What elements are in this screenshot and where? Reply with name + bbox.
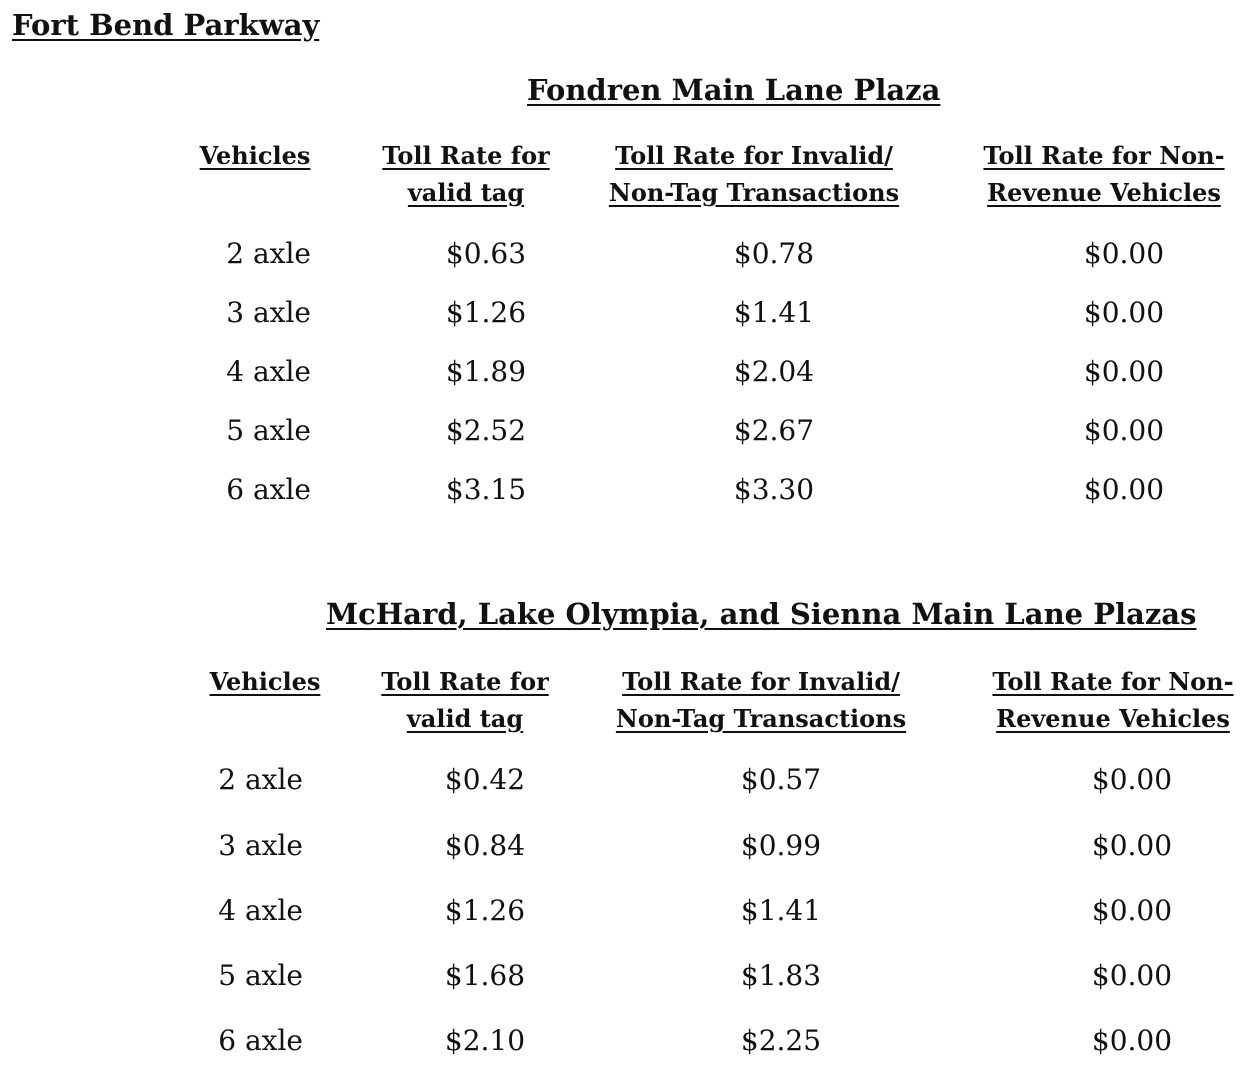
table-title: Fondren Main Lane Plaza bbox=[527, 73, 941, 107]
invalid-rate-cell: $0.99 bbox=[740, 829, 822, 862]
vehicle-cell: 5 axle bbox=[218, 959, 303, 992]
header-non-revenue: Toll Rate for Non- Revenue Vehicles bbox=[992, 667, 1234, 733]
valid-rate-cell: $3.15 bbox=[445, 473, 527, 506]
valid-rate-cell: $1.26 bbox=[444, 894, 526, 927]
valid-rate-cell: $2.52 bbox=[445, 414, 527, 447]
invalid-rate-cell: $0.78 bbox=[733, 237, 815, 270]
valid-rate-cell: $1.68 bbox=[444, 959, 526, 992]
valid-rate-cell: $1.89 bbox=[445, 355, 527, 388]
invalid-rate-cell: $2.04 bbox=[733, 355, 815, 388]
invalid-rate-cell: $0.57 bbox=[740, 763, 822, 796]
vehicle-cell: 4 axle bbox=[226, 355, 311, 388]
nonrev-rate-cell: $0.00 bbox=[1091, 829, 1173, 862]
header-invalid-tag: Toll Rate for Invalid/ Non-Tag Transactions bbox=[615, 667, 907, 733]
table-title: McHard, Lake Olympia, and Sienna Main Lane Plazas bbox=[326, 597, 1197, 631]
header-valid-tag: Toll Rate for valid tag bbox=[382, 141, 550, 207]
document-title: Fort Bend Parkway bbox=[12, 8, 320, 42]
header-vehicles: Vehicles bbox=[199, 141, 311, 170]
vehicle-cell: 5 axle bbox=[226, 414, 311, 447]
header-invalid-tag: Toll Rate for Invalid/ Non-Tag Transactions bbox=[608, 141, 900, 207]
invalid-rate-cell: $3.30 bbox=[733, 473, 815, 506]
valid-rate-cell: $1.26 bbox=[445, 296, 527, 329]
nonrev-rate-cell: $0.00 bbox=[1083, 473, 1165, 506]
vehicle-cell: 2 axle bbox=[226, 237, 311, 270]
invalid-rate-cell: $1.41 bbox=[733, 296, 815, 329]
nonrev-rate-cell: $0.00 bbox=[1091, 959, 1173, 992]
invalid-rate-cell: $1.41 bbox=[740, 894, 822, 927]
nonrev-rate-cell: $0.00 bbox=[1091, 894, 1173, 927]
valid-rate-cell: $2.10 bbox=[444, 1024, 526, 1057]
valid-rate-cell: $0.42 bbox=[444, 763, 526, 796]
vehicle-cell: 3 axle bbox=[226, 296, 311, 329]
invalid-rate-cell: $2.25 bbox=[740, 1024, 822, 1057]
invalid-rate-cell: $2.67 bbox=[733, 414, 815, 447]
vehicle-cell: 4 axle bbox=[218, 894, 303, 927]
valid-rate-cell: $0.84 bbox=[444, 829, 526, 862]
invalid-rate-cell: $1.83 bbox=[740, 959, 822, 992]
nonrev-rate-cell: $0.00 bbox=[1091, 763, 1173, 796]
header-vehicles: Vehicles bbox=[209, 667, 321, 696]
nonrev-rate-cell: $0.00 bbox=[1091, 1024, 1173, 1057]
vehicle-cell: 3 axle bbox=[218, 829, 303, 862]
nonrev-rate-cell: $0.00 bbox=[1083, 237, 1165, 270]
header-valid-tag: Toll Rate for valid tag bbox=[381, 667, 549, 733]
vehicle-cell: 6 axle bbox=[226, 473, 311, 506]
nonrev-rate-cell: $0.00 bbox=[1083, 355, 1165, 388]
nonrev-rate-cell: $0.00 bbox=[1083, 414, 1165, 447]
valid-rate-cell: $0.63 bbox=[445, 237, 527, 270]
nonrev-rate-cell: $0.00 bbox=[1083, 296, 1165, 329]
vehicle-cell: 2 axle bbox=[218, 763, 303, 796]
header-non-revenue: Toll Rate for Non- Revenue Vehicles bbox=[983, 141, 1225, 207]
vehicle-cell: 6 axle bbox=[218, 1024, 303, 1057]
